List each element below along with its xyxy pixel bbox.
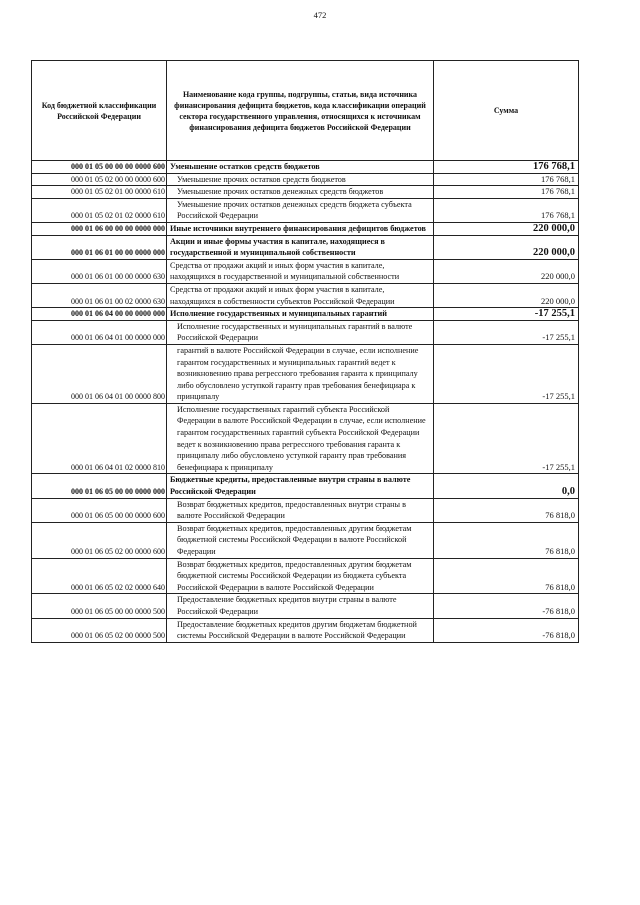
table-row [32, 235, 579, 259]
row-code: 000 01 06 01 00 02 0000 630 [32, 283, 167, 307]
row-code: 000 01 06 05 00 00 0000 000 [32, 474, 167, 498]
row-code: 000 01 06 00 00 00 0000 000 [32, 222, 167, 235]
row-name: Предоставление бюджетных кредитов внутри страны в валюте Российской Федерации [167, 594, 434, 618]
table-row [32, 308, 579, 321]
row-code: 000 01 06 01 00 00 0000 630 [32, 259, 167, 283]
row-code: 000 01 05 00 00 00 0000 600 [32, 161, 167, 174]
row-sum: -17 255,1 [434, 308, 579, 321]
row-sum: 76 818,0 [434, 558, 579, 594]
table-row [32, 320, 579, 344]
row-code: 000 01 05 02 01 02 0000 610 [32, 198, 167, 222]
row-name: Уменьшение прочих остатков денежных средств бюджетов [167, 186, 434, 199]
header-name: Наименование кода группы, подгруппы, статьи, вида источника финансирования дефицита бюджетов, кода классификации операций сектора государственного управления, относящихся к источникам финансирования дефицита бюджетов Российской Федерации [167, 61, 434, 161]
row-code: 000 01 06 05 02 00 0000 500 [32, 618, 167, 642]
row-code: 000 01 06 01 00 00 0000 000 [32, 235, 167, 259]
row-code: 000 01 05 02 01 00 0000 610 [32, 186, 167, 199]
row-code: 000 01 06 04 00 00 0000 000 [32, 308, 167, 321]
table-row [32, 474, 579, 498]
row-sum: 176 768,1 [434, 186, 579, 199]
row-code: 000 01 06 05 00 00 0000 500 [32, 594, 167, 618]
header-code: Код бюджетной классификации Российской Федерации [32, 61, 167, 161]
row-code: 000 01 05 02 00 00 0000 600 [32, 173, 167, 186]
table-row [32, 259, 579, 283]
table-row [32, 498, 579, 522]
row-code: 000 01 06 05 02 02 0000 640 [32, 558, 167, 594]
row-sum: 220 000,0 [434, 259, 579, 283]
table-row [32, 173, 579, 186]
row-name: Возврат бюджетных кредитов, предоставленных другим бюджетам бюджетной системы Российской Федерации в валюте Российской Федерации [167, 522, 434, 558]
table-row [32, 222, 579, 235]
row-name: гарантий в валюте Российской Федерации в случае, если исполнение гарантом государственных и муниципальных гарантий ведет к возникновению права регрессного требования гаранта к принципалу либо обусловлено уступкой гаранту прав требования бенефициара к принципалу [167, 344, 434, 403]
row-name: Исполнение государственных гарантий субъекта Российской Федерации в валюте Российской Федерации в случае, если исполнение гарантом государственных гарантий субъекта Российской Федерации ведет к возникновению права регрессного требования гаранта к принципалу либо обусловлено уступкой гаранту прав требования бенефициара к принципалу [167, 403, 434, 474]
table-row [32, 198, 579, 222]
row-sum: -17 255,1 [434, 320, 579, 344]
row-name: Возврат бюджетных кредитов, предоставленных внутри страны в валюте Российской Федерации [167, 498, 434, 522]
row-name: Предоставление бюджетных кредитов другим бюджетам бюджетной системы Российской Федерации в валюте Российской Федерации [167, 618, 434, 642]
table-row [32, 283, 579, 307]
header-sum: Сумма [434, 61, 579, 161]
table-row [32, 344, 579, 403]
table-row [32, 403, 579, 474]
row-sum: 76 818,0 [434, 522, 579, 558]
row-sum: -17 255,1 [434, 403, 579, 474]
table-row [32, 558, 579, 594]
row-name: Исполнение государственных и муниципальных гарантий в валюте Российской Федерации [167, 320, 434, 344]
row-sum: -17 255,1 [434, 344, 579, 403]
table-row [32, 594, 579, 618]
row-sum: 0,0 [434, 474, 579, 498]
table-row [32, 161, 579, 174]
row-name: Уменьшение прочих остатков денежных средств бюджета субъекта Российской Федерации [167, 198, 434, 222]
row-name: Средства от продажи акций и иных форм участия в капитале, находящихся в собственности субъектов Российской Федерации [167, 283, 434, 307]
row-code: 000 01 06 04 01 00 0000 800 [32, 344, 167, 403]
row-name: Уменьшение прочих остатков средств бюджетов [167, 173, 434, 186]
row-name: Уменьшение остатков средств бюджетов [167, 161, 434, 174]
row-name: Возврат бюджетных кредитов, предоставленных другим бюджетам бюджетной системы Российской Федерации из бюджета субъекта Российской Федерации в валюте Российской Федерации [167, 558, 434, 594]
row-sum: -76 818,0 [434, 594, 579, 618]
row-code: 000 01 06 05 02 00 0000 600 [32, 522, 167, 558]
page-number: 472 [313, 10, 327, 20]
row-name: Исполнение государственных и муниципальных гарантий [167, 308, 434, 321]
row-name: Иные источники внутреннего финансирования дефицитов бюджетов [167, 222, 434, 235]
row-sum: 220 000,0 [434, 222, 579, 235]
row-sum: 176 768,1 [434, 161, 579, 174]
row-sum: 220 000,0 [434, 235, 579, 259]
row-name: Акции и иные формы участия в капитале, находящиеся в государственной и муниципальной собственности [167, 235, 434, 259]
budget-sources-table [31, 60, 579, 643]
table-row [32, 522, 579, 558]
table-row [32, 186, 579, 199]
table-header-row [32, 61, 579, 161]
row-sum: -76 818,0 [434, 618, 579, 642]
row-code: 000 01 06 04 01 00 0000 000 [32, 320, 167, 344]
row-sum: 176 768,1 [434, 173, 579, 186]
table-body [32, 161, 579, 643]
table-row [32, 618, 579, 642]
row-code: 000 01 06 04 01 02 0000 810 [32, 403, 167, 474]
row-name: Средства от продажи акций и иных форм участия в капитале, находящихся в государственной и муниципальной собственности [167, 259, 434, 283]
row-sum: 76 818,0 [434, 498, 579, 522]
row-code: 000 01 06 05 00 00 0000 600 [32, 498, 167, 522]
row-name: Бюджетные кредиты, предоставленные внутри страны в валюте Российской Федерации [167, 474, 434, 498]
row-sum: 220 000,0 [434, 283, 579, 307]
row-sum: 176 768,1 [434, 198, 579, 222]
